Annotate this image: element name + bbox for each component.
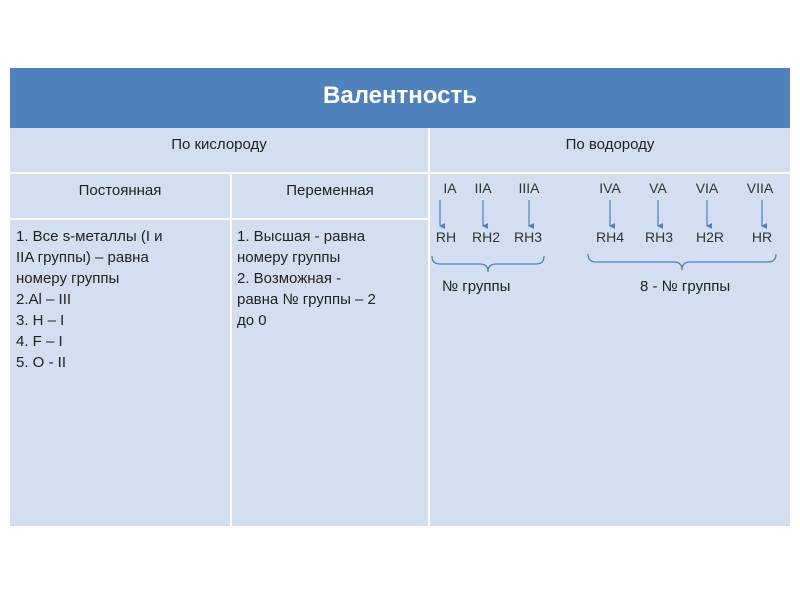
- list-item: до 0: [237, 312, 267, 329]
- group-arrows: [10, 68, 790, 526]
- formula: RH: [435, 229, 457, 245]
- formula: HR: [751, 229, 773, 245]
- list-item: 2.Al – III: [16, 291, 72, 308]
- list-item: 2. Возможная -: [237, 270, 342, 287]
- group-label: IVA: [599, 180, 621, 196]
- list-item: 1. Высшая - равна: [237, 228, 366, 245]
- formula: RH3: [513, 229, 542, 245]
- formula: RH4: [595, 229, 624, 245]
- header-variable: Переменная: [286, 182, 374, 199]
- list-item: равна № группы – 2: [237, 291, 376, 308]
- header-by-hydrogen: По водороду: [565, 136, 655, 153]
- left-brace: [432, 256, 544, 272]
- header-constant: Постоянная: [78, 182, 162, 199]
- brace-label-group-number: № группы: [442, 278, 511, 295]
- list-item: 4. F – I: [16, 333, 63, 350]
- group-label: IIA: [474, 180, 492, 196]
- list-item: 3. H – I: [16, 312, 65, 329]
- group-label: VIA: [695, 180, 719, 196]
- group-label: VA: [649, 180, 667, 196]
- group-label: VIIA: [746, 180, 774, 196]
- list-item: 5. O - II: [16, 354, 67, 371]
- valence-table: [10, 68, 790, 526]
- header-by-oxygen: По кислороду: [171, 136, 267, 153]
- list-item: номеру группы: [16, 270, 120, 287]
- formula: H2R: [695, 229, 724, 245]
- right-brace: [588, 254, 776, 270]
- list-item: номеру группы: [237, 249, 341, 266]
- formula: RH3: [644, 229, 673, 245]
- group-label: IIIA: [518, 180, 540, 196]
- group-label: IA: [443, 180, 457, 196]
- brace-label-eight-minus-group: 8 - № группы: [640, 278, 731, 295]
- list-item: IIA группы) – равна: [16, 249, 149, 266]
- list-item: 1. Все s-металлы (I и: [16, 228, 163, 245]
- table-title: Валентность: [10, 68, 790, 128]
- formula: RH2: [471, 229, 500, 245]
